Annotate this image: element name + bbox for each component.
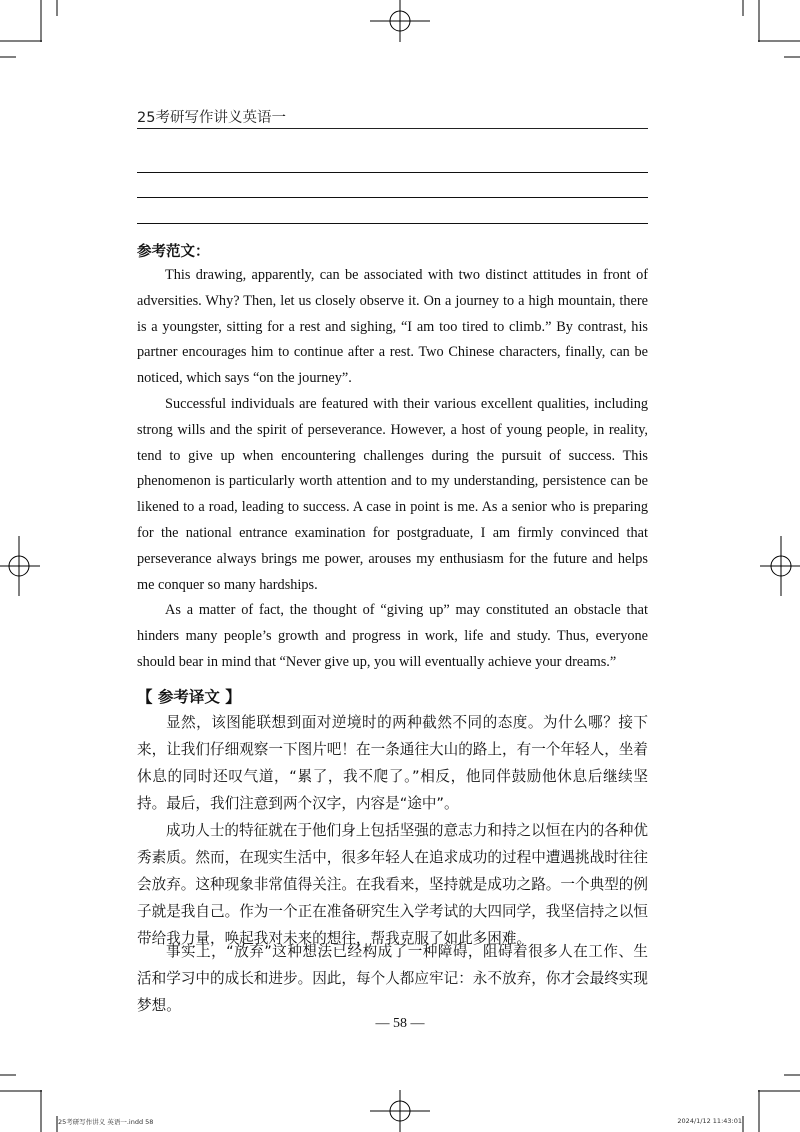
translation-title: 【 参考译文 】 [137,688,241,706]
running-header: 25考研写作讲义英语一 [137,110,286,126]
print-timestamp: 2024/1/12 11:43:01 [677,1117,742,1125]
file-slug: 25考研写作讲义 英语一.indd 58 [58,1118,154,1126]
writing-line [137,172,648,173]
writing-line [137,223,648,224]
header-rule [137,128,648,129]
essay-paragraph: This drawing, apparently, can be associated with two distinct attitudes in front of adversities. Why? Then, let us closely observe it. On a journey to a high mountain, there is a youngster, sitting for a rest and sighing, “I am too tired to climb.” By contrast, his partner encourages him to continue after a rest. Two Chinese characters, finally, can be noticed, which says “on the journey”. [137,267,648,387]
page-number: — 58 — [375,1016,425,1031]
translation-paragraph: 成功人士的特征就在于他们身上包括坚强的意志力和持之以恒在内的各种优秀素质。然而，在现实生活中，很多年轻人在追求成功的过程中遭遇挑战时往往会放弃。这种现象非常值得关注。在我看来，坚持就是成功之路。一个典型的例子就是我自己。作为一个正在准备研究生入学考试的大四同学，我坚信持之以恒带给我力量，唤起我对未来的想往，帮我克服了如此多困难。 [137,822,648,947]
registration-mark-top [370,0,430,42]
registration-mark-left [0,536,40,596]
sample-essay-title: 参考范文： [137,244,210,260]
translation-paragraph: 事实上，“放弃”这种想法已经构成了一种障碍，阻碍着很多人在工作、生活和学习中的成长和进步。因此，每个人都应牢记：永不放弃，你才会最终实现梦想。 [137,943,648,1014]
writing-line [137,197,648,198]
registration-mark-bottom [370,1090,430,1132]
essay-paragraph: Successful individuals are featured with their various excellent qualities, including strong wills and the spirit of perseverance. However, a host of young people, in reality, tend to give up when encountering challenges during the pursuit of success. This phenomenon is particularly worth attention and to my understanding, persistence can be likened to a road, leading to success. A case in point is me. As a senior who is preparing for the national entrance examination for postgraduate, I am firmly convinced that perseverance always brings me power, arouses my enthusiasm for the future and helps me conquer so many hardships. [137,396,648,593]
registration-mark-right [760,536,800,596]
essay-paragraph: As a matter of fact, the thought of “giving up” may constituted an obstacle that hinders many people’s growth and progress in work, life and study. Thus, everyone should bear in mind that “Never give up, you will eventually achieve your dreams.” [137,602,648,670]
translation-paragraph: 显然，该图能联想到面对逆境时的两种截然不同的态度。为什么哪？接下来，让我们仔细观察一下图片吧！在一条通往大山的路上，有一个年轻人，坐着休息的同时还叹气道，“累了，我不爬了。”相反，他同伴鼓励他休息后继续坚持。最后，我们注意到两个汉字，内容是“途中”。 [137,714,648,812]
